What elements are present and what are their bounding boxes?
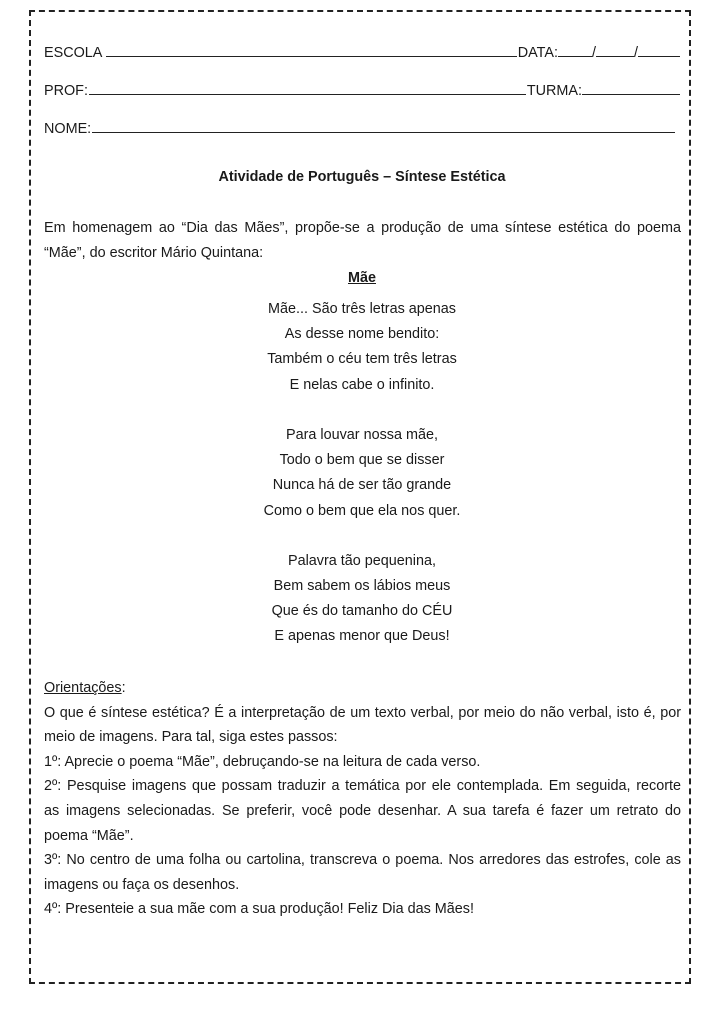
poem-verse: Palavra tão pequenina,: [287, 552, 437, 569]
poem-verse: Também o céu tem três letras: [267, 351, 457, 368]
poem-verse: Bem sabem os lábios meus: [273, 578, 451, 595]
name-label: NOME:: [44, 121, 92, 137]
name-line: [44, 119, 676, 138]
orientation-line: 3º: No centro de uma folha ou cartolina, transcreva o poema. Nos arredores das estrofes, cole as: [44, 852, 681, 869]
poem-verse: Nunca há de ser tão grande: [272, 477, 452, 494]
intro-paragraph: [44, 216, 681, 265]
date-separator: /: [592, 45, 596, 61]
orientation-line: 1º: Aprecie o poema “Mãe”, debruçando-se na leitura de cada verso.: [44, 753, 481, 770]
poem-verse: Mãe... São três letras apenas: [268, 301, 456, 317]
name-field[interactable]: [92, 119, 675, 133]
school-date-line: [44, 43, 680, 62]
date-year-field[interactable]: [638, 43, 680, 57]
orientations-heading: Orientações: [44, 680, 122, 696]
poem-verse: Que és do tamanho do CÉU: [271, 603, 453, 620]
orientations-heading-colon: :: [121, 680, 126, 696]
school-field[interactable]: [106, 43, 516, 57]
orientation-line: poema “Mãe”.: [44, 827, 134, 844]
poem: [44, 297, 680, 650]
date-label: DATA:: [517, 45, 558, 61]
orientation-line: 4º: Presenteie a sua mãe com a sua produção! Feliz Dia das Mães!: [44, 901, 474, 918]
school-label: ESCOLA: [44, 45, 103, 61]
poem-verse: E apenas menor que Deus!: [274, 628, 450, 645]
class-label: TURMA:: [526, 83, 582, 99]
poem-verse: Como o bem que ela nos quer.: [263, 502, 461, 519]
orientations-section: [44, 676, 681, 922]
poem-verse: Todo o bem que se disser: [279, 452, 445, 469]
poem-title: Mãe: [348, 270, 376, 286]
teacher-label: PROF:: [44, 83, 88, 99]
teacher-class-line: [44, 81, 680, 100]
poem-verse: E nelas cabe o infinito.: [289, 376, 435, 393]
orientation-line: 2º: Pesquise imagens que possam traduzir a temática por ele contemplada. Em seguida, recorte: [44, 778, 681, 795]
orientation-line: imagens ou faça os desenhos.: [44, 876, 240, 893]
orientation-line: as imagens selecionadas. Se preferir, você pode desenhar. A sua tarefa é fazer um retrato do: [44, 802, 681, 819]
stanza-gap: [44, 398, 680, 423]
poem-verse: As desse nome bendito:: [284, 326, 440, 343]
activity-title: Atividade de Português – Síntese Estética: [218, 169, 506, 185]
poem-verse: Para louvar nossa mãe,: [286, 426, 438, 443]
date-day-field[interactable]: [558, 43, 592, 57]
class-field[interactable]: [582, 81, 680, 95]
intro-line: “Mãe”, do escritor Mário Quintana:: [44, 244, 264, 261]
intro-line: Em homenagem ao “Dia das Mães”, propõe-se a produção de uma síntese estética do poema: [44, 220, 681, 236]
orientation-line: meio de imagens. Para tal, siga estes passos:: [44, 729, 338, 746]
orientation-line: O que é síntese estética? É a interpretação de um texto verbal, por meio do não verbal, isto é, por: [44, 704, 681, 721]
stanza-gap: [44, 524, 680, 549]
date-separator: /: [634, 45, 638, 61]
orientations-heading-line: [44, 676, 681, 701]
teacher-field[interactable]: [89, 81, 526, 95]
date-month-field[interactable]: [596, 43, 634, 57]
